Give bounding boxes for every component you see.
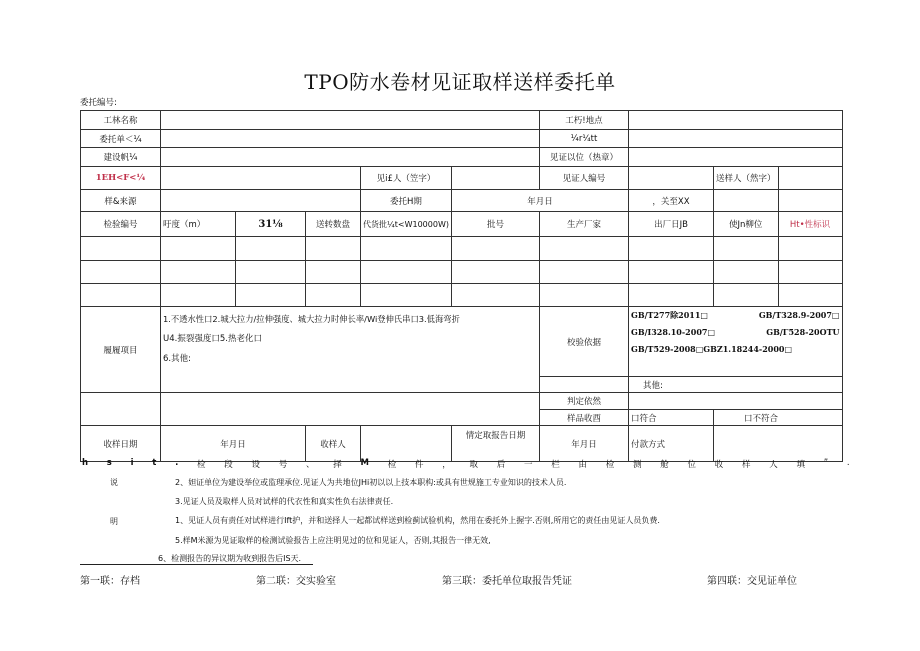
items-blank [161,393,540,426]
judge-value[interactable] [628,393,842,410]
instruction-char: 段 [224,460,233,470]
table-cell[interactable] [451,284,539,307]
page-title: TPO防水卷材见证取样送样委托单 [304,70,616,94]
batch-quantity-header: 代货批¼t<W10000W) [361,212,452,237]
table-cell[interactable] [161,237,236,261]
about-value-1[interactable] [713,190,778,212]
table-cell[interactable] [628,237,713,261]
table-cell[interactable] [778,284,842,307]
items-spacer [81,393,161,426]
instruction-char: M [360,458,369,468]
commission-date-label: 委托H期 [361,190,452,212]
about-text: ，关至XX [628,190,713,212]
instruction-char: 一 [523,460,533,470]
instruction-char: 择 [333,460,342,470]
table-cell[interactable] [539,237,628,261]
standard-5: GB/T529-2008□GBZ1.18244-2000□ [630,344,793,354]
use-location-header: 使Jn柳位 [713,212,778,237]
footer-copy-1: 第一联：存档 [80,576,140,587]
footer-copy-2: 第二联：交实验室 [256,576,336,587]
note-5: 5.样M米源为见证取样的检测试验报告上应注明见过的位和见证人，否则,其报告一律无效, [175,536,491,545]
form-number-label: 委托编号: [80,98,117,108]
standard-1: GB/T277除2011□ [630,310,708,320]
instruction-char: 位 [687,460,696,470]
table-row [81,284,843,307]
sender-value[interactable] [778,167,842,190]
table-cell[interactable] [306,284,361,307]
sender-label: 送样人（然字） [713,167,778,190]
receipt-date-value[interactable]: 年月日 [161,426,306,462]
table-cell[interactable] [713,284,778,307]
builder-label: 建设帆¼ [81,148,161,167]
client-label: 委托单＜¼ [81,130,161,148]
instruction-char: 设 [251,460,261,470]
builder-value[interactable] [161,148,540,167]
receipt-date-label: 收样日期 [81,426,161,462]
report-date-label: 情定取报告日期 [451,426,539,462]
test-items-line-3: 6.其他: [163,354,191,364]
col-31-header: 31⅛ [236,212,306,237]
instruction-char: 由 [578,460,587,470]
instruction-char: 、 [306,460,315,470]
project-site-value[interactable] [628,111,842,130]
table-cell[interactable] [236,284,306,307]
about-value-2[interactable] [778,190,842,212]
nonconform-checkbox[interactable]: 口不符合 [713,410,842,426]
test-items-label: 履履项目 [81,307,161,393]
note-6: 6、检测报告的异议期为收到报告后IS天. [80,553,313,565]
notes-side-1: 说 [110,478,118,487]
instruction-char: 人 [769,460,778,470]
conform-checkbox[interactable]: 口符合 [628,410,713,426]
standard-4: GB/Γ528-20OTU [766,327,840,337]
notes-side-2: 明 [110,517,118,526]
standard-3: GB/I328.10-2007□ [630,327,716,337]
witness-number-label: 见证人编号 [539,167,628,190]
witness-unit-value[interactable] [628,148,842,167]
receiver-label: 收样人 [306,426,361,462]
thickness-header: 吁度（m） [161,212,236,237]
table-cell[interactable] [628,261,713,284]
instruction-char: 栏 [551,460,560,470]
table-cell[interactable] [306,261,361,284]
instruction-char: 号 [278,460,288,470]
report-date-value[interactable]: 年月日 [539,426,628,462]
instruction-char: 样 [741,460,751,470]
instruction-char: 测 [632,460,642,470]
instruction-char: 检 [387,460,397,470]
instruction-char: ” [823,458,829,468]
table-cell[interactable] [451,261,539,284]
instruction-char: 检 [197,460,206,470]
table-cell[interactable] [451,237,539,261]
instruction-char: 取 [469,460,478,470]
commission-form-table [80,110,843,462]
table-cell[interactable] [361,284,452,307]
sample-no-header: 检验编号 [81,212,161,237]
project-site-label: 工朽!地点 [539,111,628,130]
sample-status-label: 样品收酉 [539,410,628,426]
instruction-char: h [82,458,89,468]
table-cell[interactable] [713,237,778,261]
batch-no-header: 批号 [451,212,539,237]
witness-person-label: 见i£人（笠字） [361,167,452,190]
note-1: 1、见证人员有责任对试样进行Ift护，并和送择人一起都试样送到检蓟试验机构，然用在委托外上握字.否则,所用它的责任由见证人员负费. [175,516,660,525]
table-cell[interactable] [539,284,628,307]
table-cell[interactable] [628,284,713,307]
table-row [81,261,843,284]
client-extra-field[interactable] [628,130,842,148]
table-cell[interactable] [81,237,161,261]
client-value-field[interactable] [161,130,540,148]
table-cell[interactable] [713,261,778,284]
instruction-char: 填 [796,460,805,470]
factory-date-header: 出厂日JB [628,212,713,237]
table-cell[interactable] [236,237,306,261]
quantity-header: 送转数盘 [306,212,361,237]
instruction-char: t [152,458,157,468]
supervisor-value[interactable] [161,167,361,190]
commission-date-value[interactable]: 年月日 [451,190,628,212]
witness-number-value[interactable] [628,167,713,190]
basis-standards [628,307,842,377]
basis-other[interactable]: 其他: [628,377,842,393]
manufacturer-header: 生产厂家 [539,212,628,237]
instruction-char: 舱 [660,460,669,470]
table-cell[interactable] [306,237,361,261]
project-name-value[interactable] [161,111,540,130]
witness-unit-label: 见证以位（热章） [539,148,628,167]
instruction-char: 检 [605,460,615,470]
instruction-line [82,458,850,470]
basis-label: 校验依据 [539,307,628,377]
sample-source-label: 样&来源 [81,190,161,212]
receiver-value[interactable] [361,426,452,462]
instruction-char: i [130,458,134,468]
table-cell[interactable] [361,261,452,284]
note-3: 3.见证人员及取样人员对试样的代衣性和真实性负右法律责任. [175,497,394,506]
supervisor-label: 1EH<F<¼ [81,167,161,190]
test-items-line-1: 1.不透水性口2.城大拉力/拉伸强度、城大拉力时伸长率/Wi登伸氏串口3.低海弯折 [163,314,460,324]
payment-label: 付款方式 [628,426,713,462]
table-cell[interactable] [81,261,161,284]
payment-value[interactable] [713,426,842,462]
table-cell[interactable] [236,261,306,284]
instruction-char: . [175,458,179,468]
judge-label: 判定依然 [539,393,628,410]
instruction-char: 后 [496,460,506,470]
instruction-char: 收 [714,460,724,470]
table-cell[interactable] [161,284,236,307]
sample-mark-header: Ht•性标识 [778,212,842,237]
table-cell[interactable] [81,284,161,307]
instruction-char: 件 [414,460,424,470]
project-name-label: 工林名称 [81,111,161,130]
test-items-content [161,307,540,393]
instruction-char: ， [442,460,451,470]
table-cell[interactable] [539,261,628,284]
table-cell[interactable] [778,261,842,284]
table-cell[interactable] [361,237,452,261]
footer-copy-4: 第四联：交见证单位 [707,576,797,587]
table-row [81,237,843,261]
sample-source-value[interactable] [161,190,361,212]
footer-copy-3: 第三联：委托单位取报告凭证 [442,576,572,587]
table-cell[interactable] [778,237,842,261]
test-items-line-2: U4.振裂强度口5.热老化口 [163,334,262,344]
instruction-char: s [106,458,112,468]
table-cell[interactable] [161,261,236,284]
note-2: 2、妲证单位为建设举位或监理承位.见证人为共地位JHi初以以上技本职构:或具有世规施工专业知识的技术人员. [175,478,567,487]
instruction-char: . [846,458,850,468]
standard-2: GB/T328.9-2007□ [758,310,840,320]
client-value: ¼r¹⁄₄tt [539,130,628,148]
basis-spacer [539,377,628,393]
witness-person-value[interactable] [451,167,539,190]
